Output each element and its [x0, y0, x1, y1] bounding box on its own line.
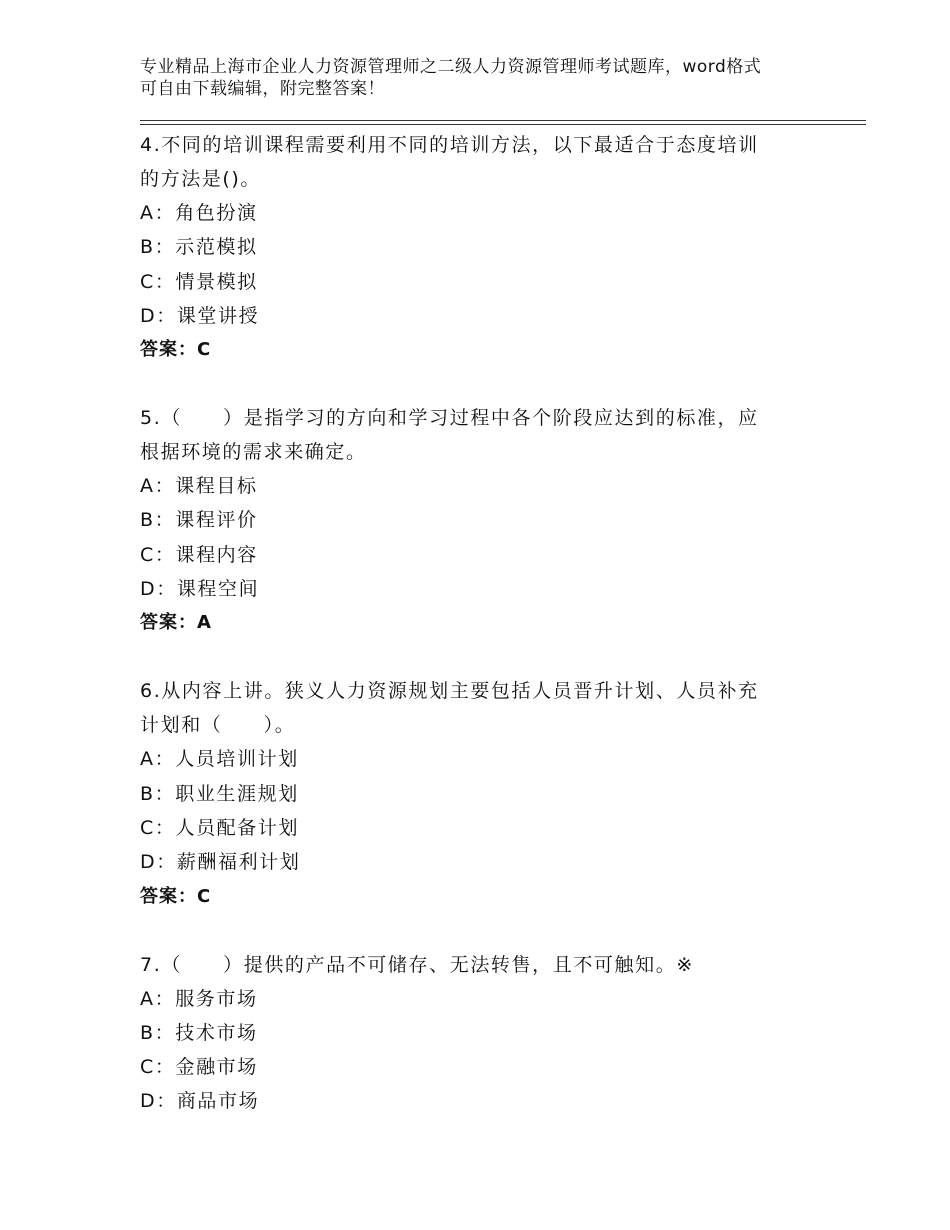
answer-value: C [197, 339, 212, 361]
answer-label: 答案： [140, 885, 197, 907]
question-4-option-c: C：情景模拟 [140, 270, 258, 293]
question-5-option-d: D：课程空间 [140, 578, 260, 601]
answer-value: C [197, 885, 212, 907]
question-6-option-d: D：薪酬福利计划 [140, 851, 301, 874]
question-6-option-c: C：人员配备计划 [140, 816, 300, 839]
question-6-option-b: B：职业生涯规划 [140, 782, 299, 805]
question-5-answer [140, 606, 800, 640]
document-header [140, 56, 840, 100]
question-5-text-line-2: 根据环境的需求来确定。 [140, 441, 367, 464]
question-5-text-line-1: 5.（ ）是指学习的方向和学习过程中各个阶段应达到的标准，应 [140, 407, 759, 430]
question-4-option-d: D：课堂讲授 [140, 304, 260, 327]
question-6 [140, 674, 800, 913]
question-6-text-line-2: 计划和（ ）。 [140, 714, 296, 737]
header-line-2: 可自由下载编辑，附完整答案！ [140, 79, 385, 99]
question-7-option-d: D：商品市场 [140, 1090, 260, 1113]
header-line-1: 专业精品上海市企业人力资源管理师之二级人力资源管理师考试题库，word格式 [140, 57, 762, 77]
header-divider-top [140, 120, 866, 121]
question-4-text-line-1: 4.不同的培训课程需要利用不同的培训方法，以下最适合于态度培训 [140, 134, 759, 156]
question-5 [140, 401, 800, 640]
question-4-option-b: B：示范模拟 [140, 236, 258, 259]
question-4-option-a: A：角色扮演 [140, 202, 258, 224]
question-7-option-b: B：技术市场 [140, 1021, 258, 1044]
question-6-option-a: A：人员培训计划 [140, 748, 299, 771]
answer-label: 答案： [140, 339, 197, 361]
question-4 [140, 128, 800, 367]
answer-value: A [197, 612, 212, 634]
question-7-text-line-1: 7.（ ）提供的产品不可储存、无法转售，且不可触知。※ [140, 953, 694, 976]
question-list [140, 128, 800, 1119]
question-4-text-line-2: 的方法是()。 [140, 168, 262, 190]
header-divider-bottom [140, 124, 866, 125]
question-5-option-b: B：课程评价 [140, 509, 258, 532]
question-7-option-a: A：服务市场 [140, 987, 258, 1010]
question-7-option-c: C：金融市场 [140, 1056, 258, 1079]
question-6-text-line-1: 6.从内容上讲。狭义人力资源规划主要包括人员晋升计划、人员补充 [140, 680, 759, 703]
question-5-option-a: A：课程目标 [140, 475, 258, 498]
question-6-answer [140, 880, 800, 914]
question-5-option-c: C：课程内容 [140, 543, 258, 566]
question-7 [140, 948, 800, 1119]
answer-label: 答案： [140, 612, 197, 634]
question-4-answer [140, 333, 800, 367]
